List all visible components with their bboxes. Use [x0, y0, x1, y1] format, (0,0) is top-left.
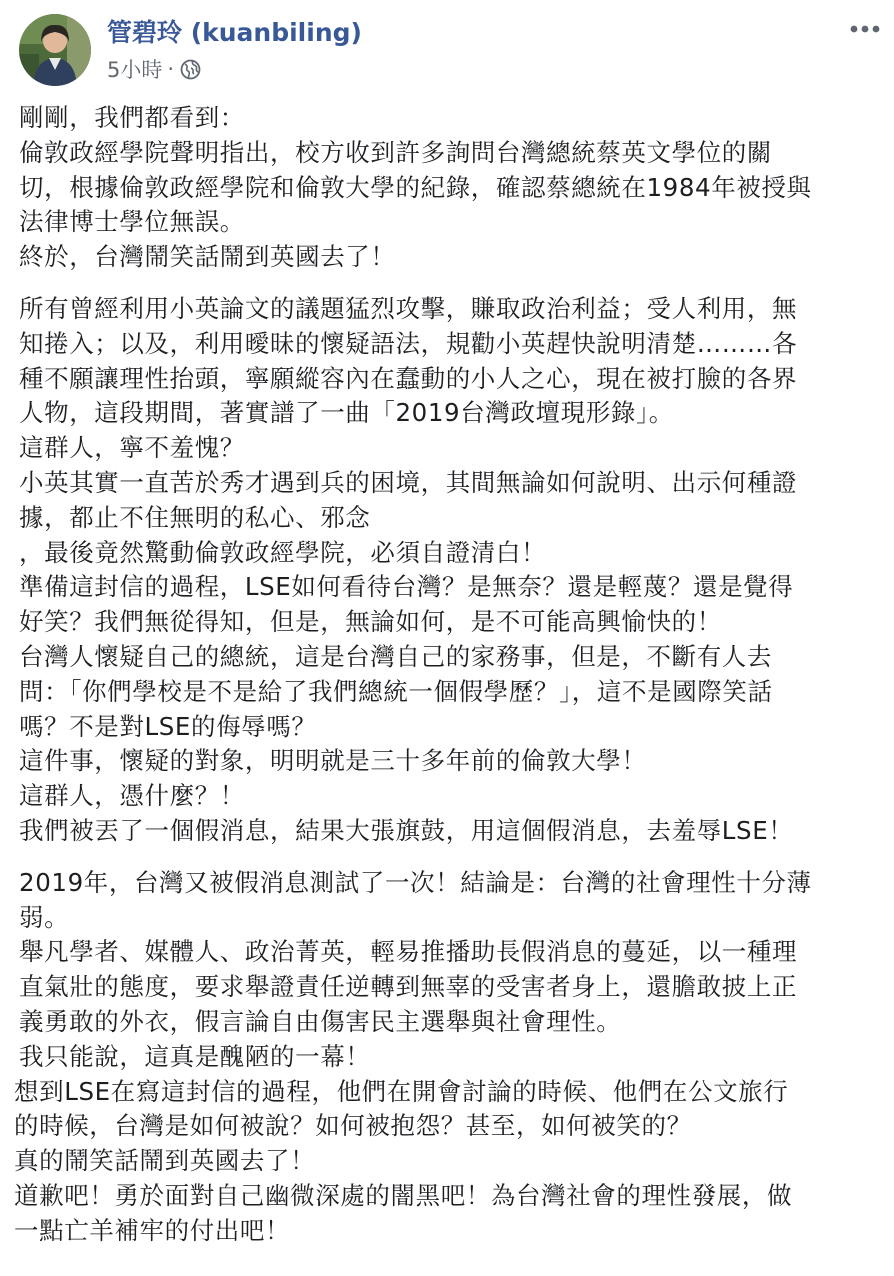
post-time[interactable]: 5小時	[107, 58, 163, 82]
text-line: 問：「你們學校是不是給了我們總統一個假學歷？」，這不是國際笑話	[19, 676, 773, 706]
text-line: 倫敦政經學院聲明指出，校方收到許多詢問台灣總統蔡英文學位的關	[19, 137, 772, 167]
text-line: 剛剛，我們都看到：	[19, 103, 245, 132]
text-line: 據，都止不住無明的私心、邪念	[19, 502, 371, 532]
text-line: 好笑？我們無從得知，但是，無論如何，是不可能高興愉快的！	[19, 607, 722, 637]
text-line: 道歉吧！勇於面對自己幽微深處的闇黑吧！為台灣社會的理性發展，做	[14, 1180, 793, 1210]
text-line: ，最後竟然驚動倫敦政經學院，必須自證清白！	[19, 537, 547, 567]
meta-separator: ·	[167, 57, 175, 81]
text-line: 舉凡學者、媒體人、政治菁英，輕易推播助長假消息的蔓延，以一種理	[19, 937, 798, 967]
text-line: 所有曾經利用小英論文的議題猛烈攻擊，賺取政治利益；受人利用，無	[19, 293, 798, 323]
text-line: 這群人，寧不羞愧？	[19, 433, 245, 463]
text-line: 法律博士學位無誤。	[19, 207, 245, 237]
text-line: 終於，台灣鬧笑話鬧到英國去了！	[19, 242, 396, 272]
text-line: 直氣壯的態度，要求舉證責任逆轉到無辜的受害者身上，還膽敢披上正	[19, 972, 798, 1002]
text-line: 弱。	[19, 902, 70, 932]
paragraph-3	[0, 866, 894, 1075]
more-options-icon[interactable]	[845, 16, 885, 42]
post-body	[0, 101, 894, 1249]
text-line: 這群人，憑什麼？！	[19, 781, 245, 811]
text-line: 切，根據倫敦政經學院和倫敦大學的紀錄，確認蔡總統在1984年被授與	[19, 172, 812, 202]
post-header	[0, 0, 894, 100]
text-line: 想到LSE在寫這封信的過程，他們在開會討論的時候、他們在公文旅行	[14, 1076, 789, 1106]
paragraph-2	[0, 292, 894, 849]
post-meta	[107, 55, 201, 83]
text-line: 人物，這段期間，著實譜了一曲「2019台灣政壇現形錄」。	[19, 398, 674, 428]
text-line: 小英其實一直苦於秀才遇到兵的困境，其間無論如何說明、出示何種證	[19, 467, 798, 497]
globe-icon[interactable]	[180, 59, 201, 80]
author-name[interactable]: 管碧玲 (kuanbiling)	[107, 18, 362, 47]
paragraph-1	[0, 101, 894, 275]
text-line: 這件事，懷疑的對象，明明就是三十多年前的倫敦大學！	[19, 746, 647, 776]
paragraph-gap	[0, 849, 894, 866]
text-line: 的時候，台灣是如何被說？如何被抱怨？甚至，如何被笑的？	[14, 1111, 692, 1141]
paragraph-4	[0, 1075, 894, 1249]
text-line: 準備這封信的過程，LSE如何看待台灣？是無奈？還是輕蔑？還是覺得	[19, 572, 794, 602]
text-line: 真的鬧笑話鬧到英國去了！	[14, 1146, 316, 1176]
text-line: 我只能說，這真是醜陋的一幕！	[19, 1041, 371, 1071]
text-line: 一點亡羊補牢的付出吧！	[14, 1215, 291, 1245]
text-line: 台灣人懷疑自己的總統，這是台灣自己的家務事，但是，不斷有人去	[19, 641, 772, 671]
text-line: 我們被丟了一個假消息，結果大張旗鼓，用這個假消息，去羞辱LSE！	[19, 815, 794, 845]
text-line: 嗎？不是對LSE的侮辱嗎？	[19, 711, 317, 741]
paragraph-gap	[0, 275, 894, 292]
avatar[interactable]	[19, 14, 91, 86]
text-line: 種不願讓理性抬頭，寧願縱容內在蠢動的小人之心，現在被打臉的各界	[19, 363, 798, 393]
text-line: 2019年，台灣又被假消息測試了一次！結論是：台灣的社會理性十分薄	[19, 867, 812, 897]
text-line: 義勇敢的外衣，假言論自由傷害民主選舉與社會理性。	[19, 1006, 622, 1036]
text-line: 知捲入；以及，利用曖昧的懷疑語法，規勸小英趕快說明清楚………各	[19, 328, 798, 358]
